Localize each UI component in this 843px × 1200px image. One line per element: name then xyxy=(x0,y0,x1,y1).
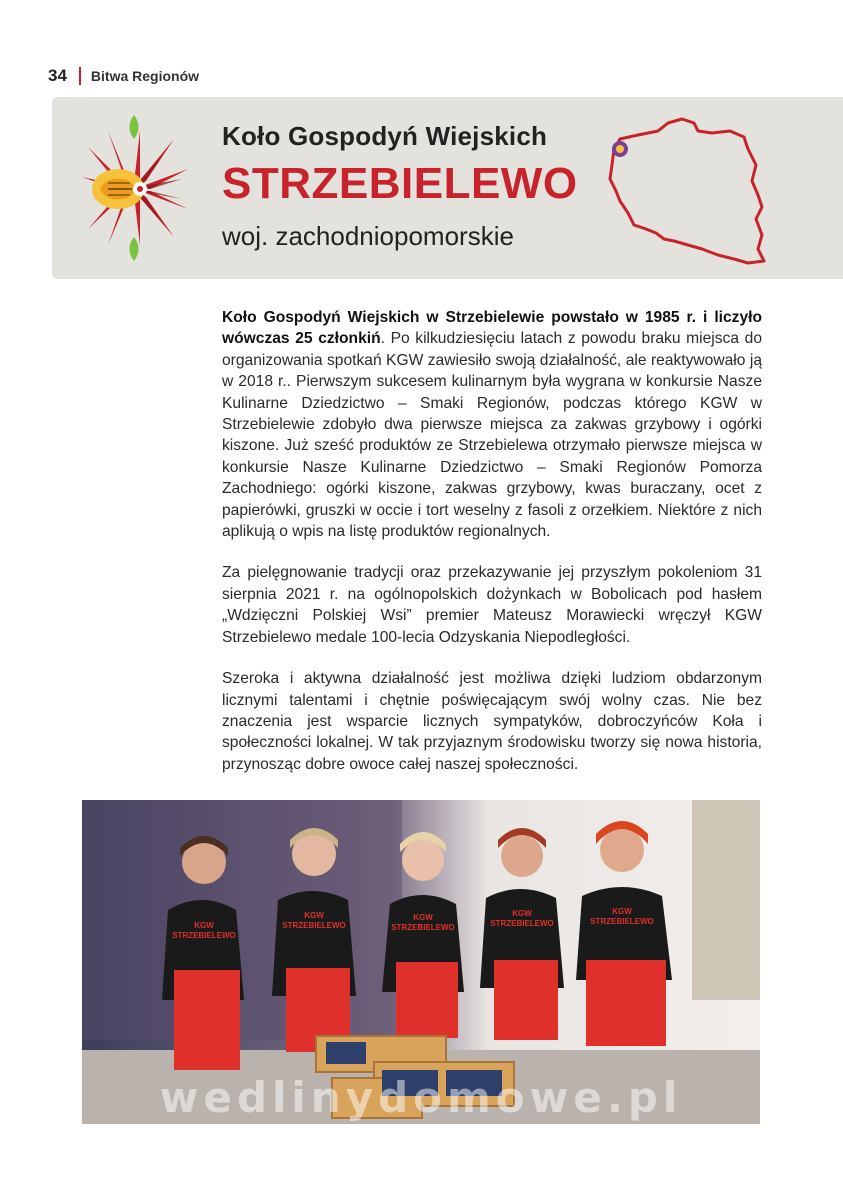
article-lead: Koło Gospodyń Wiejskich w Strzebielewie powstało w 1985 r. i liczyło wówczas 25 członkiń xyxy=(222,309,762,348)
shirt-text-1: KGW xyxy=(304,911,324,920)
shirt-text-2: STRZEBIELEWO xyxy=(172,931,236,940)
folk-flower-icon xyxy=(78,109,190,267)
shirt-text-2: STRZEBIELEWO xyxy=(490,919,554,928)
article-paragraph-1-text: . Po kilkudziesięciu latach z powodu braku miejsca do organizowania spotkań KGW zawiesiło swoją działalność, ale reaktywowało ją w 2018 r.. Pierwszym sukcesem kulinarnym była wygrana w konkursie Nasze Kulinarne Dziedzictwo – Smaki Regionów, podczas którego KGW w Strzebielewie zdobyło dwa pierwsze miejsca za zakwas grzybowy i ogórki kiszone. Już sześć produktów ze Strzebielewa otrzymało pierwsze miejsca w konkursie Nasze Kulinarne Dziedzictwo – Smaki Regionów Pomorza Zachodniego: ogórki kiszone, zakwas grzybowy, kwas buraczany, ocet z papierówki, gruszki w occie i tort weselny z fasoli z orzełkiem. Niektóre z nich aplikują o wpis na listę produktów regionalnych. xyxy=(222,330,762,541)
photo-watermark: wedlinydomowe.pl xyxy=(159,1073,683,1122)
shirt-text-1: KGW xyxy=(194,921,214,930)
shirt-text-2: STRZEBIELEWO xyxy=(590,917,654,926)
shirt-text-2: STRZEBIELEWO xyxy=(391,923,455,932)
photo-illustration xyxy=(82,800,760,1124)
title-banner xyxy=(52,97,843,279)
organization-name: Koło Gospodyń Wiejskich xyxy=(222,121,548,151)
article-paragraph-2: Za pielęgnowanie tradycji oraz przekazywanie jej przyszłym pokoleniom 31 sierpnia 2021 r. na ogólnopolskich dożynkach w Bobolicach pod hasłem „Wdzięczni Polskiej Wsi” premier Mateusz Morawiecki wręczył KGW Strzebielewo medale 100-lecia Odzyskania Niepodległości. xyxy=(222,564,762,646)
header-divider xyxy=(79,67,81,85)
shirt-text-2: STRZEBIELEWO xyxy=(282,921,346,930)
article-paragraph-3: Szeroka i aktywna działalność jest możliwa dzięki ludziom obdarzonym licznymi talentami i chętnie poświęcającym swój wolny czas. Nie bez znaczenia jest wsparcie licznych sympatyków, dobroczyńców Koła i społeczności lokalnej. W tak przyjaznym środowisku tworzy się nowa historia, przynosząc dobre owoce całej naszej społeczności. xyxy=(222,670,762,773)
group-photo xyxy=(82,800,760,1124)
page-number: 34 xyxy=(48,66,67,85)
article-body xyxy=(222,307,762,795)
poland-map-icon xyxy=(598,109,774,271)
shirt-text-1: KGW xyxy=(612,907,632,916)
running-header xyxy=(48,64,199,88)
shirt-text-1: KGW xyxy=(512,909,532,918)
section-title: Bitwa Regionów xyxy=(90,68,200,84)
region-name: woj. zachodniopomorskie xyxy=(222,221,514,251)
shirt-text-1: KGW xyxy=(413,913,433,922)
article-paragraph-1 xyxy=(222,307,762,542)
place-name: STRZEBIELEWO xyxy=(222,159,578,208)
